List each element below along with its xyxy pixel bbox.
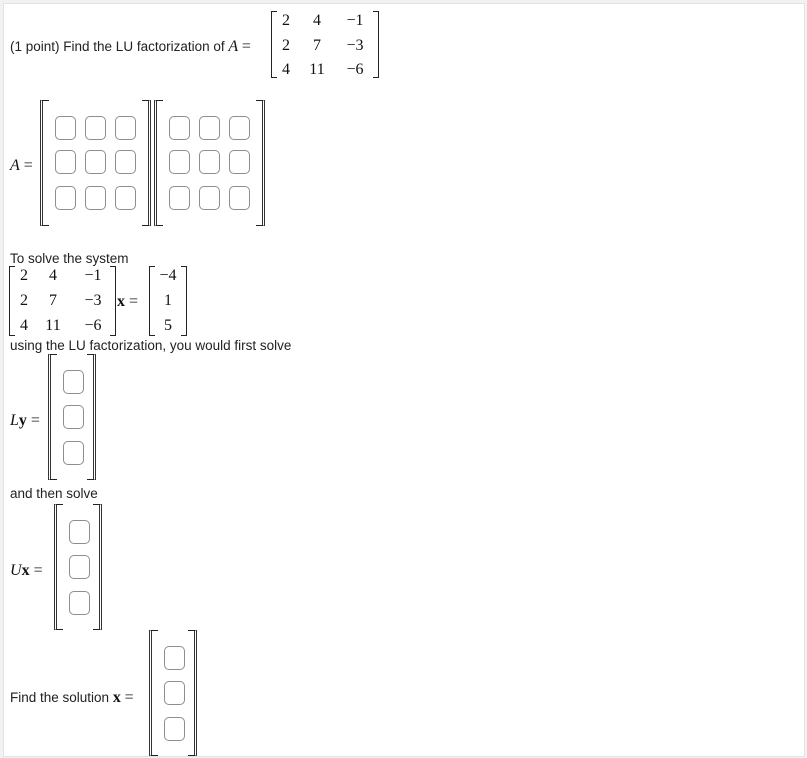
y-vector-symbol: y [18,412,27,429]
l-entry-input[interactable] [115,186,136,210]
l-symbol: L [10,412,19,429]
l-entry-input[interactable] [85,116,106,140]
equals-sign: = [23,157,33,174]
then-solve-text: and then solve [10,486,98,501]
matrix-a-cell: 2 [282,12,290,29]
ux-label [10,562,43,580]
factorization-label [10,157,33,175]
u-entry-input[interactable] [229,116,250,140]
u-entry-input[interactable] [169,116,190,140]
system-matrix-cell: −3 [84,292,102,309]
ly-entry-input[interactable] [63,370,84,394]
l-entry-input[interactable] [85,150,106,174]
system-matrix-cell: 4 [20,317,28,334]
system-x-equals [117,293,138,311]
u-entry-input[interactable] [229,186,250,210]
equals-sign: = [129,293,139,310]
equals-sign: = [30,412,40,429]
ux-entry-input[interactable] [69,591,90,615]
rhs-value: 1 [164,292,172,309]
x-vector-symbol: x [117,293,125,310]
l-entry-input[interactable] [55,150,76,174]
solution-entry-input[interactable] [164,717,185,741]
matrix-a-cell: 4 [313,12,321,29]
matrix-a-cell: −3 [346,37,364,54]
system-matrix-cell: 2 [20,267,28,284]
problem-intro [10,39,251,55]
matrix-a-symbol: A [228,38,239,55]
matrix-a-cell: −1 [346,12,364,29]
system-matrix-cell: −6 [84,317,102,334]
l-entry-input[interactable] [115,116,136,140]
matrix-a-cell: 11 [309,61,325,78]
system-matrix-cell: 11 [45,317,61,334]
system-matrix-cell: −1 [84,267,102,284]
ux-entry-input[interactable] [69,555,90,579]
matrix-a-cell: 4 [282,61,290,78]
ly-label [10,412,40,430]
system-matrix-cell: 7 [49,292,57,309]
solution-text: Find the solution [10,690,110,705]
problem-intro-text: (1 point) Find the LU factorization of [10,39,225,54]
problem-panel [3,3,805,757]
rhs-value: −4 [159,267,177,284]
u-symbol: U [10,562,22,579]
u-entry-input[interactable] [199,116,220,140]
equals-sign: = [241,38,251,55]
system-matrix-cell: 4 [49,267,57,284]
solution-entry-input[interactable] [164,646,185,670]
matrix-a-cell: 2 [282,37,290,54]
matrix-a-cell: −6 [346,61,364,78]
l-entry-input[interactable] [55,186,76,210]
u-entry-input[interactable] [169,186,190,210]
u-entry-input[interactable] [199,150,220,174]
ux-entry-input[interactable] [69,520,90,544]
ly-entry-input[interactable] [63,441,84,465]
u-entry-input[interactable] [169,150,190,174]
system-outro: using the LU factorization, you would first solve [10,338,292,353]
l-entry-input[interactable] [85,186,106,210]
u-entry-input[interactable] [229,150,250,174]
l-entry-input[interactable] [55,116,76,140]
solution-prompt [10,690,134,706]
a-symbol: A [10,157,20,174]
u-entry-input[interactable] [199,186,220,210]
system-intro: To solve the system [10,251,129,266]
equals-sign: = [124,689,134,706]
system-matrix-cell: 2 [20,292,28,309]
matrix-a-cell: 7 [313,37,321,54]
x-vector-symbol: x [112,689,121,706]
l-entry-input[interactable] [115,150,136,174]
equals-sign: = [33,562,43,579]
solution-entry-input[interactable] [164,681,185,705]
rhs-value: 5 [164,317,172,334]
ly-entry-input[interactable] [63,405,84,429]
x-vector-symbol: x [21,562,30,579]
